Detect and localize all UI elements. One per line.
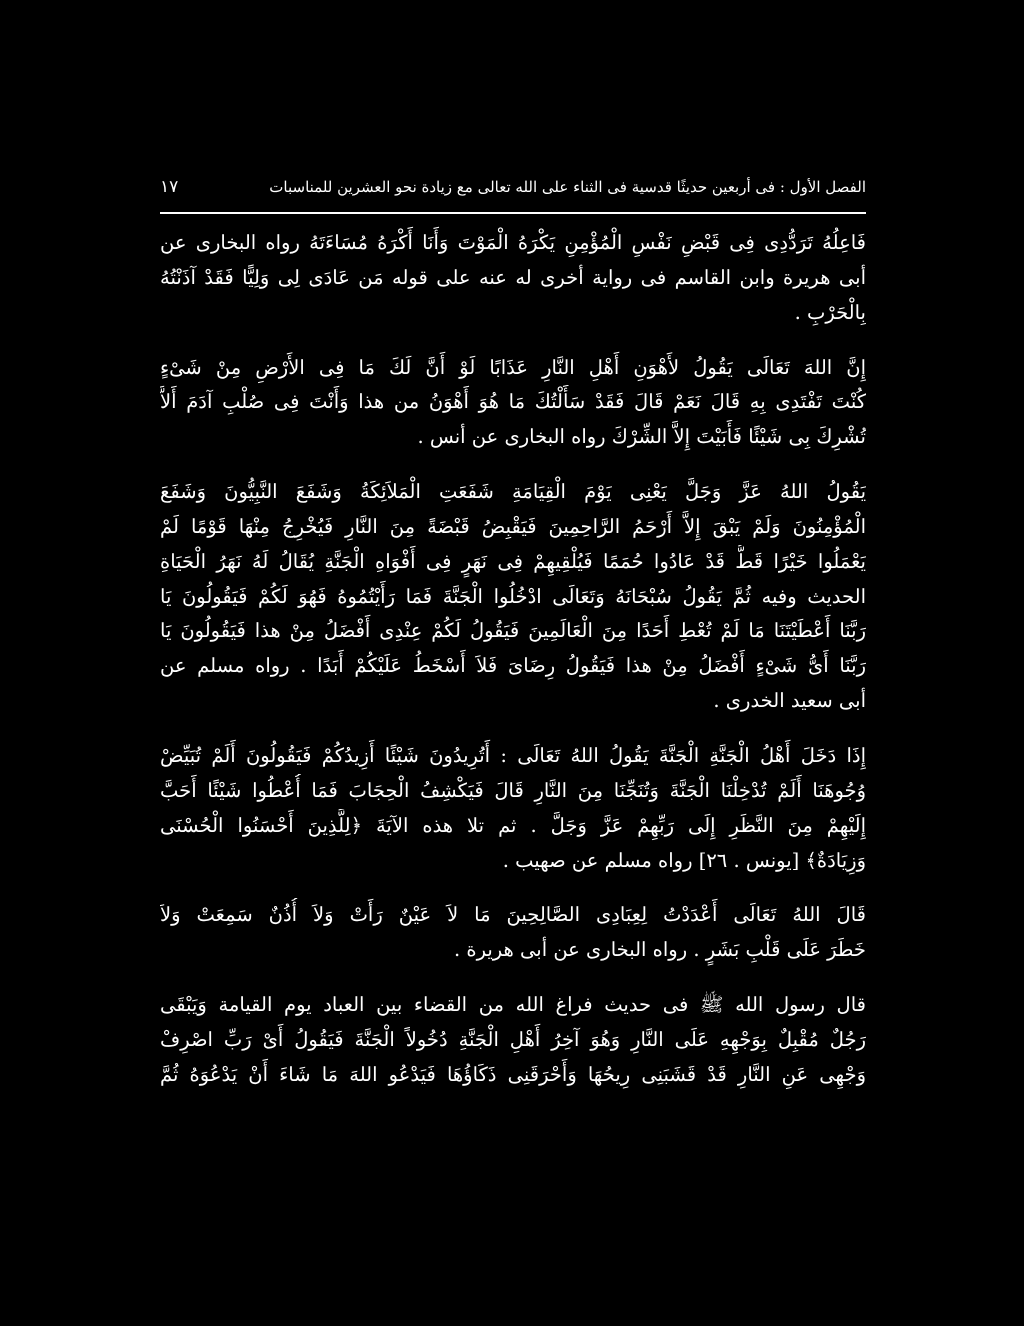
text-line: بِالْحَرْبِ . — [794, 300, 866, 324]
text-line: الْمُؤْمِنُونَ وَلَمْ يَبْقَ إِلاَّ أَرْحَمُ الرَّاحِمِينَ فَيَقْبِضُ قَبْضَةً مِنَ النَّارِ فَيُخْرِجُ مِنْهَا قَوْمًا لَمْ — [160, 514, 866, 538]
text-line: يَعْمَلُوا خَيْرًا قَطُّ قَدْ عَادُوا حُمَمًا فَيُلْقِيهِمْ فِى نَهَرٍ فِى أَفْوَاهِ الْجَنَّةِ يُقَالُ لَهُ نَهَرُ الْحَيَاةِ — [160, 549, 866, 573]
text-line: أبى سعيد الخدرى . — [713, 689, 866, 713]
paragraph-hadith-3 — [160, 475, 866, 719]
text-line: قَالَ اللهُ تَعَالَى أَعْدَدْتُ لِعِبَادِى الصَّالِحِينَ مَا لاَ عَيْنٌ رَأَتْ وَلاَ أُذُنٌ سَمِعَتْ وَلاَ — [160, 903, 866, 927]
paragraph-hadith-6 — [160, 988, 866, 1093]
text-line: رَبَّنَا أَىُّ شَىْءٍ أَفْضَلُ مِنْ هذا فَيَقُولُ رِضَاىَ فَلاَ أَسْخَطُ عَلَيْكُمْ أَبَدًا . رواه مسلم عن — [160, 654, 866, 678]
text-line: خَطَرَ عَلَى قَلْبِ بَشَرٍ . رواه البخارى عن أبى هريرة . — [454, 938, 866, 962]
body-text — [160, 226, 866, 1093]
paragraph-hadith-2 — [160, 351, 866, 456]
text-line: وُجُوهَنَا أَلَمْ تُدْخِلْنَا الْجَنَّةَ وَتُنَجِّنَا مِنَ النَّارِ قَالَ فَيَكْشِفُ الْحِجَابَ فَمَا أُعْطُوا شَيْئًا أَحَبَّ — [160, 778, 866, 802]
running-header — [160, 172, 866, 202]
chapter-title: الفصل الأول : فى أربعين حديثًا قدسية فى الثناء على الله تعالى مع زيادة نحو العشرين للمناسبات — [269, 178, 866, 196]
text-line: رَجُلٌ مُقْبِلٌ بِوَجْهِهِ عَلَى النَّارِ وَهُوَ آخِرُ أَهْلِ الْجَنَّةِ دُخُولاً الْجَنَّةَ فَيَقُولُ أَىْ رَبِّ اصْرِفْ — [160, 1027, 866, 1051]
text-line: وَزِيَادَةٌ﴾ [يونس . ٢٦] رواه مسلم عن صهيب . — [502, 848, 866, 872]
book-page — [160, 172, 866, 1093]
text-line: أبى هريرة وابن القاسم فى رواية أخرى له عنه على قوله مَن عَادَى لِى وَلِيًّا فَقَدْ آذَنْتُهُ — [160, 265, 866, 289]
text-line: إِلَيْهِمْ مِنَ النَّظَرِ إِلَى رَبِّهِمْ عَزَّ وَجَلَّ . ثم تلا هذه الآيَةَ ﴿لِلَّذِينَ أَحْسَنُوا الْحُسْنَى — [160, 813, 866, 837]
text-line: الحديث وفيه ثُمَّ يَقُولُ سُبْحَانَهُ وَتَعَالَى ادْخُلُوا الْجَنَّةَ فَمَا رَأَيْتُمُوهُ فَهُوَ لَكُمْ فَيَقُولُونَ يَا — [160, 584, 866, 608]
text-line: رَبَّنَا أَعْطَيْتَنَا مَا لَمْ تُعْطِ أَحَدًا مِنَ الْعَالَمِينَ فَيَقُولُ لَكُمْ عِنْدِى أَفْضَلُ مِنْ هذا فَيَقُولُونَ يَا — [160, 619, 866, 643]
text-line: وَجْهِى عَنِ النَّارِ قَدْ قَشَبَنِى رِيحُهَا وَأَحْرَقَنِى ذَكَاؤُهَا فَيَدْعُو اللهَ مَا شَاءَ أَنْ يَدْعُوَهُ ثُمَّ — [160, 1062, 866, 1086]
paragraph-gap — [160, 719, 866, 739]
paragraph-gap — [160, 331, 866, 351]
text-line: فَاعِلُهُ تَرَدُّدِى فِى قَبْضِ نَفْسِ الْمُؤْمِنِ يَكْرَهُ الْمَوْتَ وَأَنَا أَكْرَهُ مُسَاءَتَهُ رواه البخارى عن — [160, 231, 866, 254]
header-rule — [160, 212, 866, 214]
text-line: تُشْرِكَ بِى شَيْئًا فَأَبَيْتَ إِلاَّ الشِّرْكَ رواه البخارى عن أنس . — [417, 425, 866, 449]
text-line: كُنْتَ تَفْتَدِى بِهِ قَالَ نَعَمْ قَالَ فَقَدْ سَأَلْتُكَ مَا هُوَ أَهْوَنُ من هذا وَأَنْتَ فِى صُلْبِ آدَمَ أَلاَّ — [160, 390, 866, 414]
paragraph-hadith-5 — [160, 898, 866, 968]
paragraph-gap — [160, 455, 866, 475]
paragraph-gap — [160, 968, 866, 988]
paragraph-gap — [160, 878, 866, 898]
page-number: ١٧ — [160, 177, 179, 197]
text-line: قال رسول الله ﷺ فى حديث فراغ الله من القضاء بين العباد يوم القيامة وَيَبْقَى — [160, 993, 866, 1017]
text-line: إِنَّ اللهَ تَعَالَى يَقُولُ لأَهْوَنِ أَهْلِ النَّارِ عَذَابًا لَوْ أَنَّ لَكَ مَا فِى الأَرْضِ مِنْ شَىْءٍ — [160, 355, 866, 379]
text-line: يَقُولُ اللهُ عَزَّ وَجَلَّ يَعْنِى يَوْمَ الْقِيَامَةِ شَفَعَتِ الْمَلاَئِكَةُ وَشَفَعَ النَّبِيُّونَ وَشَفَعَ — [160, 480, 866, 504]
text-line: إِذَا دَخَلَ أَهْلُ الْجَنَّةِ الْجَنَّةَ يَقُولُ اللهُ تَعَالَى : أَتُرِيدُونَ شَيْئًا أَزِيدُكُمْ فَيَقُولُونَ أَلَمْ تُبَيِّضْ — [160, 743, 866, 767]
paragraph-hadith-4 — [160, 739, 866, 878]
paragraph-hadith-1 — [160, 226, 866, 331]
